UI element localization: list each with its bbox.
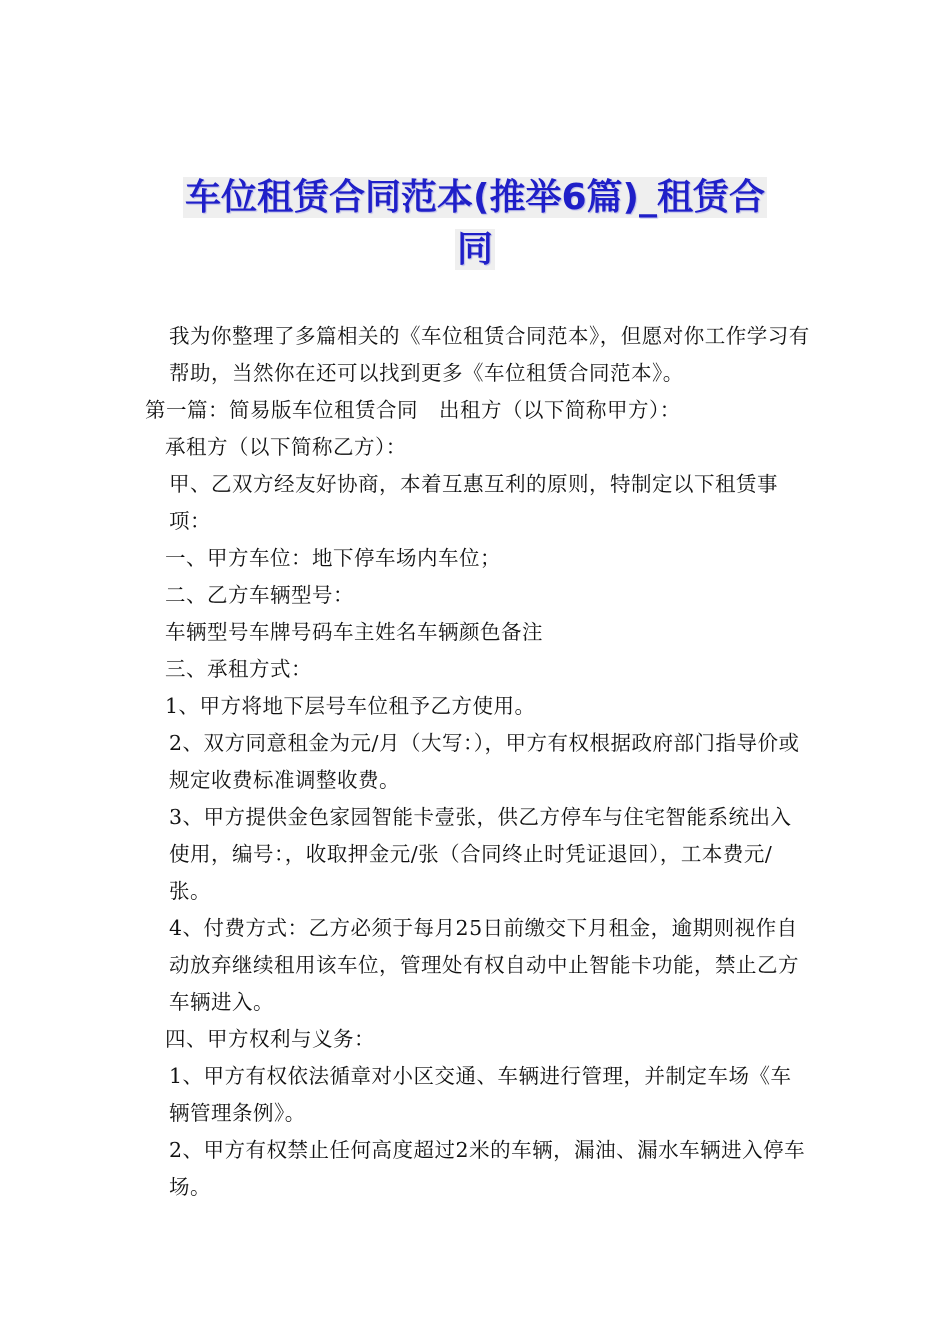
paragraph: 三、承租方式： [165,657,312,681]
paragraph: 2、甲方有权禁止任何高度超过2米的车辆，漏油、漏水车辆进入停车场。 [169,1138,806,1199]
paragraph: 我为你整理了多篇相关的《车位租赁合同范本》，但愿对你工作学习有帮助，当然你在还可以找到更多《车位租赁合同范本》。 [169,324,810,385]
document-title [120,172,830,276]
paragraph: 第一篇：简易版车位租赁合同 出租方（以下简称甲方）： [145,398,681,422]
paragraph: 承租方（以下简称乙方）： [165,435,407,459]
document-body [145,318,810,1206]
paragraph: 4、付费方式：乙方必须于每月25日前缴交下月租金，逾期则视作自动放弃继续租用该车位，管理处有权自动中止智能卡功能，禁止乙方车辆进入。 [169,916,799,1014]
paragraph: 一、甲方车位：地下停车场内车位； [165,546,501,570]
title-line-2: 同 [456,229,493,270]
paragraph: 3、甲方提供金色家园智能卡壹张，供乙方停车与住宅智能系统出入使用，编号：，收取押金元/张（合同终止时凭证退回），工本费元/张。 [169,805,792,903]
paragraph: 四、甲方权利与义务： [165,1027,375,1051]
paragraph: 车辆型号车牌号码车主姓名车辆颜色备注 [165,620,543,644]
title-line-1: 车位租赁合同范本(推举6篇)_租赁合 [185,177,765,218]
paragraph: 二、乙方车辆型号： [165,583,354,607]
paragraph: 甲、乙双方经友好协商，本着互惠互利的原则，特制定以下租赁事项： [169,472,778,533]
paragraph: 1、甲方将地下层号车位租予乙方使用。 [165,694,536,718]
paragraph: 1、甲方有权依法循章对小区交通、车辆进行管理，并制定车场《车辆管理条例》。 [169,1064,792,1125]
paragraph: 2、双方同意租金为元/月（大写：），甲方有权根据政府部门指导价或规定收费标准调整收费。 [169,731,800,792]
